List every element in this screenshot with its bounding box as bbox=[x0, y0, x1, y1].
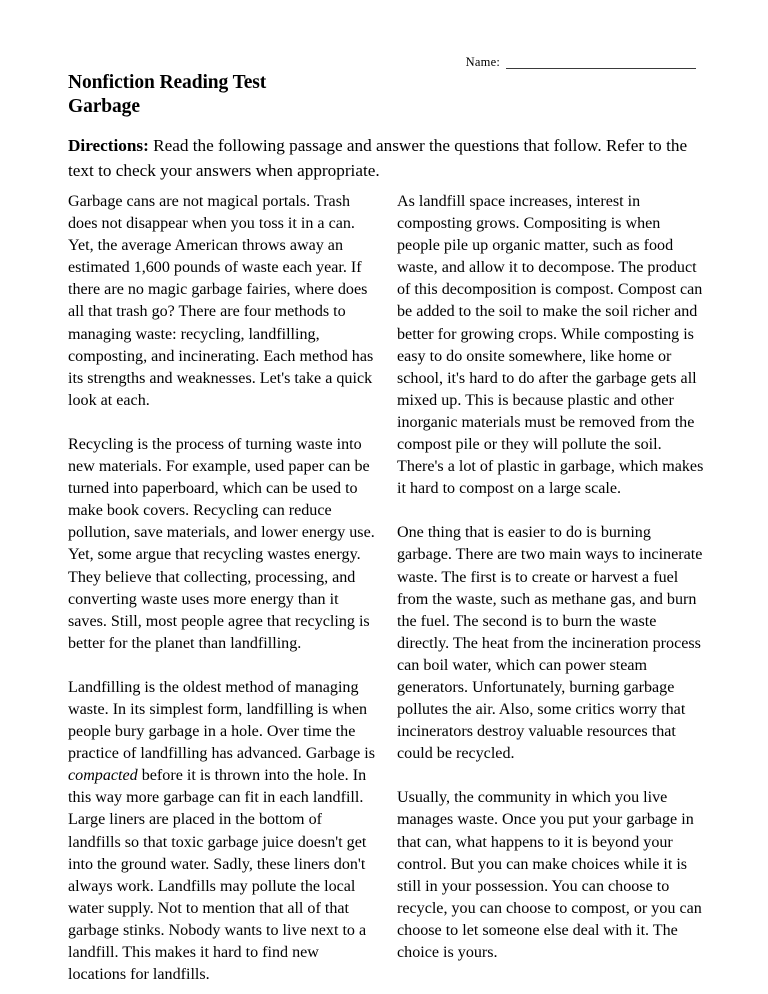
passage-paragraph: Recycling is the process of turning waste into new materials. For example, used paper can be turned into paperboard, which can be used to make book covers. Recycling can reduce pollution, save materials, and lower energy use. Yet, some argue that recycling wastes energy. They believe that collecting, processing, and converting waste uses more energy than it saves. Still, most people agree that recycling is better for the planet than landfilling. bbox=[68, 435, 375, 652]
passage-paragraph: Usually, the community in which you live manages waste. Once you put your garbage in that can, what happens to it is beyond your control. But you can make choices while it is still in your possession. You can choose to recycle, you can choose to compost, or you can choose to let someone else deal with it. The choice is yours. bbox=[397, 789, 702, 961]
name-field bbox=[466, 55, 696, 69]
name-field-label: Name: bbox=[465, 55, 500, 69]
passage-paragraph: One thing that is easier to do is burning garbage. There are two main ways to incinerate waste. The first is to create or harvest a fuel from the waste, such as methane gas, and burn the fuel. The second is to burn the waste directly. The heat from the incineration process can boil water, which can power steam generators. Unfortunately, burning garbage pollutes the air. Also, some critics worry that incinerators destroy valuable resources that could be recycled. bbox=[397, 524, 703, 763]
directions-text: Read the following passage and answer the questions that follow. Refer to the text to check your answers when appropriate. bbox=[68, 136, 688, 180]
page-title bbox=[68, 71, 488, 119]
passage-column-left bbox=[68, 191, 375, 986]
passage-paragraph bbox=[68, 677, 375, 986]
name-field-write-line[interactable] bbox=[506, 56, 696, 69]
directions-label: Directions: bbox=[68, 136, 149, 155]
title-line-subject: Garbage bbox=[68, 96, 140, 117]
emphasized-term: compacted bbox=[68, 767, 138, 785]
paragraph-text-part: Landfilling is the oldest method of managing waste. In its simplest form, landfilling is when people bury garbage in a hole. Over time the practice of landfilling has advanced. Garbage is bbox=[68, 678, 375, 763]
passage-column-right bbox=[397, 191, 704, 986]
paragraph-text-part: before it is thrown into the hole. In this way more garbage can fit in each landfill. Large liners are placed in the bottom of landfills so that toxic garbage juice doesn't get into the ground water. Sadly, these liners don't always work. Landfills may pollute the local water supply. Not to mention that all of that garbage stinks. Nobody wants to live next to a landfill. This makes it hard to find new locations for landfills. bbox=[68, 767, 367, 984]
title-line-primary: Nonfiction Reading Test bbox=[68, 72, 267, 93]
passage-columns bbox=[68, 191, 704, 986]
passage-paragraph: As landfill space increases, interest in composting grows. Compositing is when people pile up organic matter, such as food waste, and allow it to decompose. The product of this decomposition is compost. Compost can be added to the soil to make the soil richer and better for growing crops. While composting is easy to do onsite somewhere, like home or school, it's hard to do after the garbage gets all mixed up. This is because plastic and other inorganic materials must be removed from the compost pile or they will pollute the soil. There's a lot of plastic in garbage, which makes it hard to compost on a large scale. bbox=[397, 193, 704, 498]
passage-paragraph: Garbage cans are not magical portals. Trash does not disappear when you toss it in a can. Yet, the average American throws away an estimated 1,600 pounds of waste each year. If there are no magic garbage fairies, where does all that trash go? There are four methods to managing waste: recycling, landfilling, composting, and incinerating. Each method has its strengths and weaknesses. Let's take a quick look at each. bbox=[68, 193, 374, 409]
directions-block bbox=[68, 134, 702, 183]
